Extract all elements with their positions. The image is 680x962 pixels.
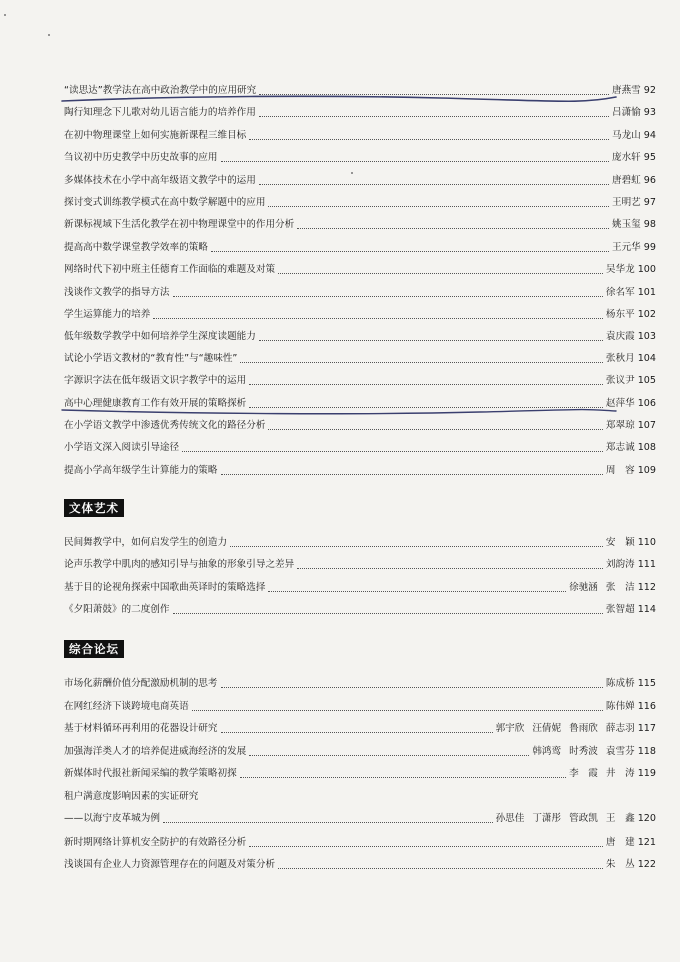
entry-title-line1: 租户满意度影响因素的实证研究 [64,791,199,802]
entry-authors [606,678,635,690]
entry-page-number: 100 [637,264,656,275]
toc-entry[interactable] [64,701,656,713]
toc-entry[interactable] [64,604,656,616]
entry-page-number: 107 [637,420,656,431]
author-name: 马龙山 [612,130,641,141]
dot-leader [259,116,609,117]
entry-authors [606,859,635,871]
entry-page-number: 92 [643,85,656,96]
scan-speck [351,172,353,174]
entry-page-number: 102 [637,309,656,320]
dot-leader [221,732,493,733]
pen-underline-mark [60,92,620,106]
author-name: 刘韵涛 [605,559,635,570]
entry-title: 浅谈作文教学的指导方法 [64,287,170,298]
entry-authors [612,130,641,142]
dot-leader [249,139,609,140]
dot-leader [249,846,603,847]
toc-entry[interactable] [64,107,656,119]
entry-title: 《夕阳萧鼓》的二度创作 [64,604,170,615]
toc-entry[interactable] [64,859,656,871]
toc-entry[interactable] [64,768,656,780]
entry-title: 高中心理健康教育工作有效开展的策略探析 [64,398,247,409]
toc-entry[interactable] [64,678,656,690]
entry-title: 低年级数学教学中如何培养学生深度读题能力 [64,331,256,342]
entry-authors [606,420,635,432]
entry-authors [612,219,641,231]
entry-authors [606,604,635,616]
dot-leader [249,755,529,756]
entry-authors [569,582,635,594]
entry-page-number: 119 [637,768,656,779]
entry-page-number: 120 [637,813,656,824]
entry-authors [612,107,641,119]
entry-title: 陶行知理念下儿歌对幼儿语言能力的培养作用 [64,107,256,118]
entry-title: 新课标视域下生活化教学在初中物理课堂中的作用分析 [64,219,295,230]
author-name: 唐碧虹 [612,175,641,186]
author-name: 张议尹 [605,375,635,386]
entry-page-number: 114 [637,604,656,615]
author-name: 薛志羽 [605,723,635,734]
scan-speck [48,34,50,36]
entry-authors [606,701,635,713]
entry-page-number: 109 [637,465,656,476]
toc-entry[interactable] [64,331,656,343]
entry-title: 基于材料循环再利用的花器设计研究 [64,723,218,734]
dot-leader [278,273,603,274]
dot-leader [163,822,493,823]
dot-leader [268,429,602,430]
toc-entry[interactable] [64,152,656,164]
author-name: 安 颖 [605,537,635,548]
entry-title: 新媒体时代报社新闻采编的教学策略初探 [64,768,237,779]
author-name: 李 霞 [569,768,598,779]
toc-entry[interactable] [64,264,656,276]
author-name: 张秋月 [605,353,635,364]
toc-entry[interactable] [64,746,656,758]
entry-page-number: 98 [643,219,656,230]
entry-page-number: 99 [643,242,656,253]
entry-authors [532,746,634,758]
author-name: 杨东平 [605,309,635,320]
entry-title: 浅谈国有企业人力资源管理存在的问题及对策分析 [64,859,276,870]
dot-leader [278,868,603,869]
entry-page-number: 94 [643,130,656,141]
toc-entry[interactable] [64,813,656,825]
entry-page-number: 116 [637,701,656,712]
entry-page-number: 111 [637,559,656,570]
author-name: 徐驰涵 [569,582,598,593]
dot-leader [240,777,566,778]
dot-leader [192,710,603,711]
entry-subtitle: ——以海宁皮革城为例 [64,813,160,824]
entry-title: 在初中物理课堂上如何实施新课程三维目标 [64,130,247,141]
dot-leader [173,613,603,614]
section-header-arts: 文体艺术 [64,499,124,517]
dot-leader [297,228,609,229]
toc-entry[interactable] [64,442,656,454]
entry-authors [606,465,635,477]
author-name: 管政凯 [569,813,598,824]
entry-page-number: 103 [637,331,656,342]
dot-leader [259,184,609,185]
dot-leader [211,251,609,252]
toc-entry[interactable] [64,559,656,571]
pen-underline-mark [60,404,620,418]
entry-page-number: 97 [643,197,656,208]
author-name: 袁雪芬 [605,746,635,757]
entry-authors [606,353,635,365]
entry-authors [496,813,635,825]
entry-authors [606,331,635,343]
toc-entry[interactable] [64,287,656,299]
entry-page-number: 96 [643,175,656,186]
entry-title: 新时期网络计算机安全防护的有效路径分析 [64,837,247,848]
author-name: 姚玉玺 [612,219,641,230]
entry-title: 试论小学语文教材的“教育性”与“趣味性” [64,353,238,364]
entry-title: 基于目的论视角探索中国歌曲英译时的策略选择 [64,582,266,593]
entry-title: “读思达”教学法在高中政治教学中的应用研究 [64,85,257,96]
entry-title: 小学语文深入阅读引导途径 [64,442,180,453]
entry-authors [606,375,635,387]
entry-authors [606,309,635,321]
author-name: 唐 建 [605,837,635,848]
entry-title: 字源识字法在低年级语文识字教学中的运用 [64,375,247,386]
author-name: 郑翠琼 [605,420,635,431]
entry-title: 民间舞教学中，如何启发学生的创造力 [64,537,228,548]
entry-title: 论声乐教学中肌肉的感知引导与抽象的形象引导之差异 [64,559,295,570]
dot-leader [221,161,610,162]
author-name: 陈伟婵 [605,701,635,712]
author-name: 吕潇愉 [612,107,641,118]
toc-entry[interactable] [64,723,656,735]
entry-authors [606,537,635,549]
author-name: 吴华龙 [605,264,635,275]
entry-title: 提高高中数学课堂教学效率的策略 [64,242,208,253]
entry-title: 探讨变式训练教学模式在高中数学解题中的应用 [64,197,266,208]
entry-title: 在网红经济下谈跨境电商英语 [64,701,189,712]
author-name: 张 洁 [605,582,635,593]
toc-entry[interactable] [64,837,656,849]
toc-entry[interactable] [64,420,656,432]
dot-leader [297,568,603,569]
entry-page-number: 112 [637,582,656,593]
toc-entry[interactable] [64,219,656,231]
dot-leader [268,206,609,207]
author-name: 赵萍华 [605,398,635,409]
author-name: 井 涛 [605,768,635,779]
entry-authors [496,723,635,735]
author-name: 陈成桥 [605,678,635,689]
author-name: 庞水轩 [612,152,641,163]
dot-leader [230,546,603,547]
entry-authors [606,559,635,571]
author-name: 韩鸿鸾 [532,746,562,757]
author-name: 张智超 [605,604,635,615]
toc-entry[interactable] [64,309,656,321]
author-name: 孙思佳 [495,813,525,824]
author-name: 汪倩妮 [532,723,562,734]
entry-page-number: 105 [637,375,656,386]
author-name: 王 鑫 [605,813,635,824]
author-name: 鲁雨欣 [569,723,598,734]
author-name: 徐名军 [605,287,635,298]
dot-leader [268,591,566,592]
toc-entry[interactable] [64,582,656,594]
dot-leader [240,362,603,363]
entry-authors [612,197,641,209]
entry-title: 刍议初中历史教学中历史故事的应用 [64,152,218,163]
entry-authors [606,287,635,299]
entry-page-number: 118 [637,746,656,757]
entry-title: 在小学语文教学中渗透优秀传统文化的路径分析 [64,420,266,431]
entry-authors [612,175,641,187]
dot-leader [182,451,603,452]
entry-authors [606,837,635,849]
author-name: 唐燕雪 [612,85,641,96]
entry-page-number: 104 [637,353,656,364]
entry-authors [606,442,635,454]
author-name: 时秀波 [569,746,598,757]
author-name: 周 容 [605,465,635,476]
entry-page-number: 122 [637,859,656,870]
entry-authors [612,242,641,254]
dot-leader [259,340,603,341]
toc-entry[interactable] [64,130,656,142]
toc-entry[interactable] [64,353,656,365]
toc-entry[interactable] [64,375,656,387]
dot-leader [153,318,603,319]
dot-leader [221,474,603,475]
entry-page-number: 95 [643,152,656,163]
author-name: 丁潇彤 [532,813,562,824]
entry-page-number: 121 [637,837,656,848]
entry-page-number: 110 [637,537,656,548]
toc-entry[interactable] [64,465,656,477]
entry-page-number: 117 [637,723,656,734]
entry-page-number: 106 [637,398,656,409]
entry-page-number: 108 [637,442,656,453]
toc-entry[interactable] [64,197,656,209]
entry-authors [569,768,635,780]
author-name: 袁庆霞 [605,331,635,342]
entry-page-number: 93 [643,107,656,118]
author-name: 朱 丛 [605,859,635,870]
entry-title: 学生运算能力的培养 [64,309,151,320]
entry-title: 多媒体技术在小学中高年级语文教学中的运用 [64,175,256,186]
toc-entry[interactable] [64,175,656,187]
entry-title: 加强海洋类人才的培养促进威海经济的发展 [64,746,247,757]
author-name: 郭宇欣 [495,723,525,734]
entry-authors [612,152,641,164]
author-name: 郑志诚 [605,442,635,453]
entry-page-number: 101 [637,287,656,298]
dot-leader [249,384,603,385]
entry-title: 提高小学高年级学生计算能力的策略 [64,465,218,476]
entry-title: 市场化薪酬价值分配激励机制的思考 [64,678,218,689]
dot-leader [173,296,603,297]
author-name: 王明艺 [612,197,641,208]
entry-authors [606,264,635,276]
toc-entry[interactable] [64,242,656,254]
entry-page-number: 115 [637,678,656,689]
toc-entry[interactable] [64,537,656,549]
dot-leader [221,687,603,688]
entry-title: 网络时代下初中班主任德育工作面临的难题及对策 [64,264,276,275]
author-name: 王元华 [612,242,641,253]
section-header-forum: 综合论坛 [64,640,124,658]
scan-speck [4,14,6,16]
